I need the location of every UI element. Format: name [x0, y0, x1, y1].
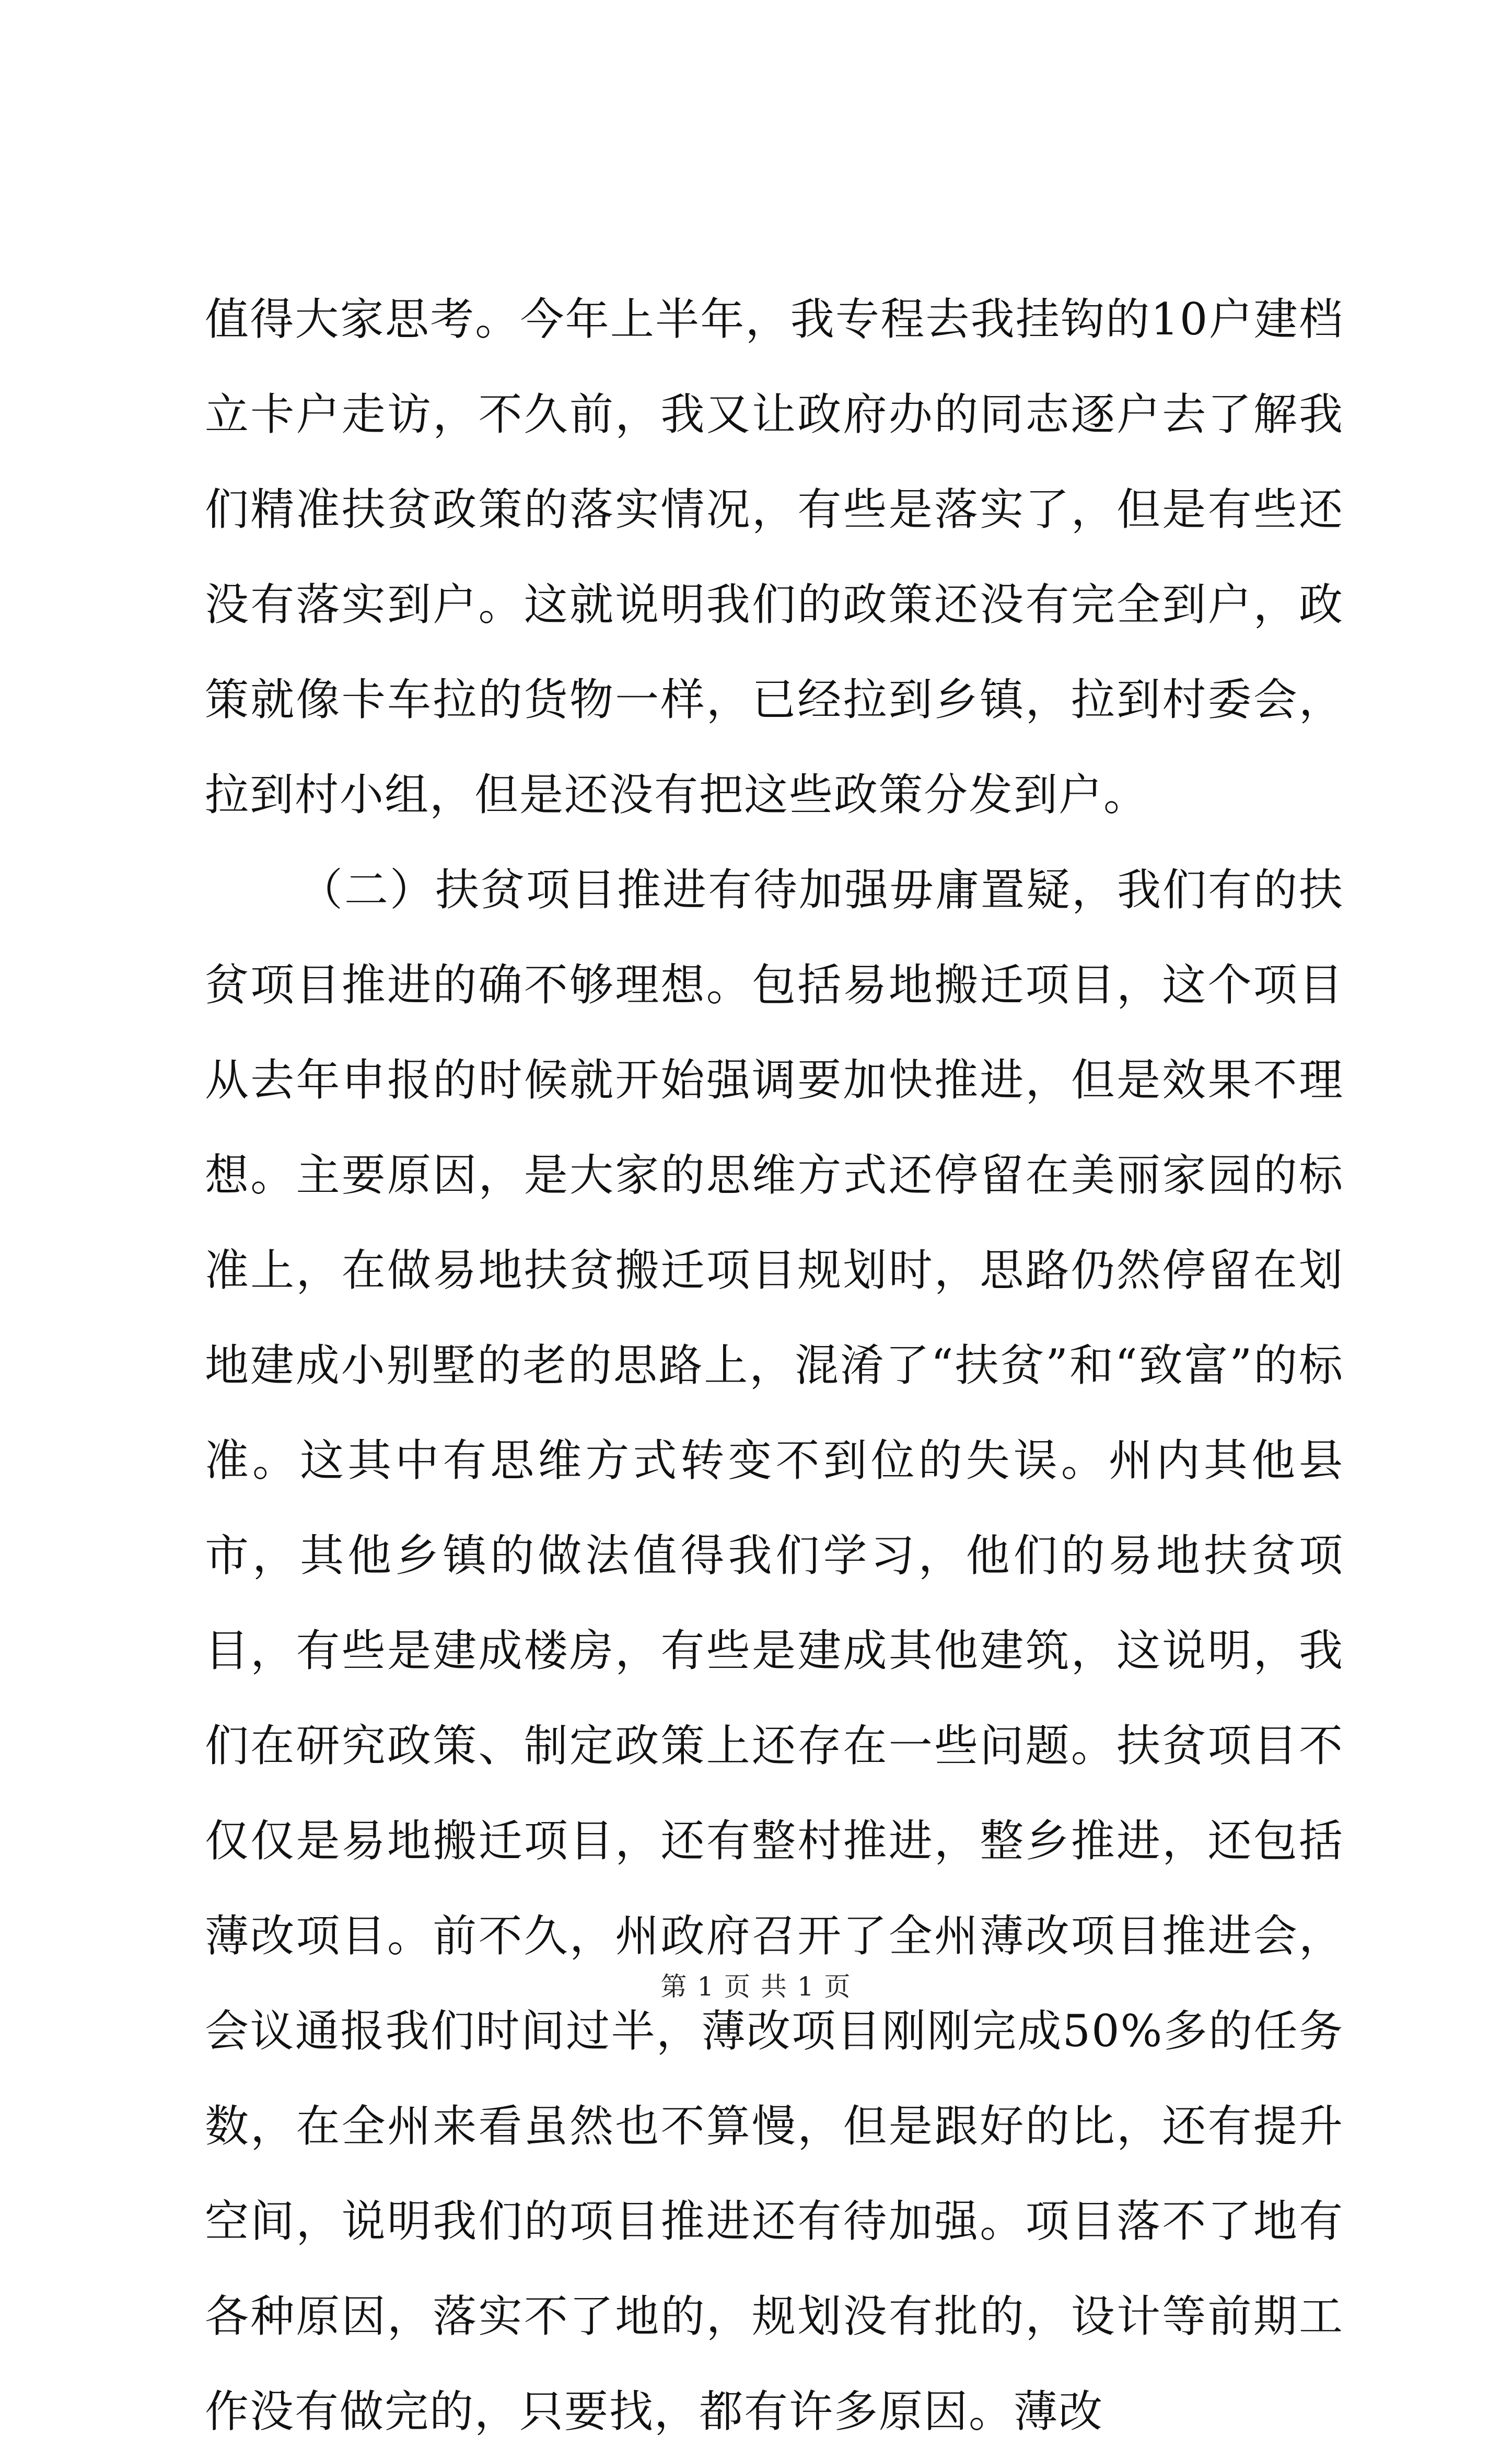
page-footer: 第 1 页 共 1 页	[660, 1971, 852, 2002]
paragraph-1: 值得大家思考。今年上半年，我专程去我挂钩的10户建档立卡户走访，不久前，我又让政府办的同志逐户去了解我们精准扶贫政策的落实情况，有些是落实了，但是有些还没有落实到户。这就说明我们的政策还没有完全到户，政策就像卡车拉的货物一样，已经拉到乡镇，拉到村委会，拉到村小组，但是还没有把这些政策分发到户。	[205, 294, 1344, 820]
document-body	[205, 272, 1344, 2459]
paragraph-2: （二）扶贫项目推进有待加强毋庸置疑，我们有的扶贫项目推进的确不够理想。包括易地搬迁项目，这个项目从去年申报的时候就开始强调要加快推进，但是效果不理想。主要原因，是大家的思维方式还停留在美丽家园的标准上，在做易地扶贫搬迁项目规划时，思路仍然停留在划地建成小别墅的老的思路上，混淆了“扶贫”和“致富”的标准。这其中有思维方式转变不到位的失误。州内其他县市，其他乡镇的做法值得我们学习，他们的易地扶贫项目，有些是建成楼房，有些是建成其他建筑，这说明，我们在研究政策、制定政策上还存在一些问题。扶贫项目不仅仅是易地搬迁项目，还有整村推进，整乡推进，还包括薄改项目。前不久，州政府召开了全州薄改项目推进会，会议通报我们时间过半，薄改项目刚刚完成50%多的任务数，在全州来看虽然也不算慢，但是跟好的比，还有提升空间，说明我们的项目推进还有待加强。项目落不了地有各种原因，落实不了地的，规划没有批的，设计等前期工作没有做完的，只要找，都有许多原因。薄改	[205, 864, 1344, 2437]
